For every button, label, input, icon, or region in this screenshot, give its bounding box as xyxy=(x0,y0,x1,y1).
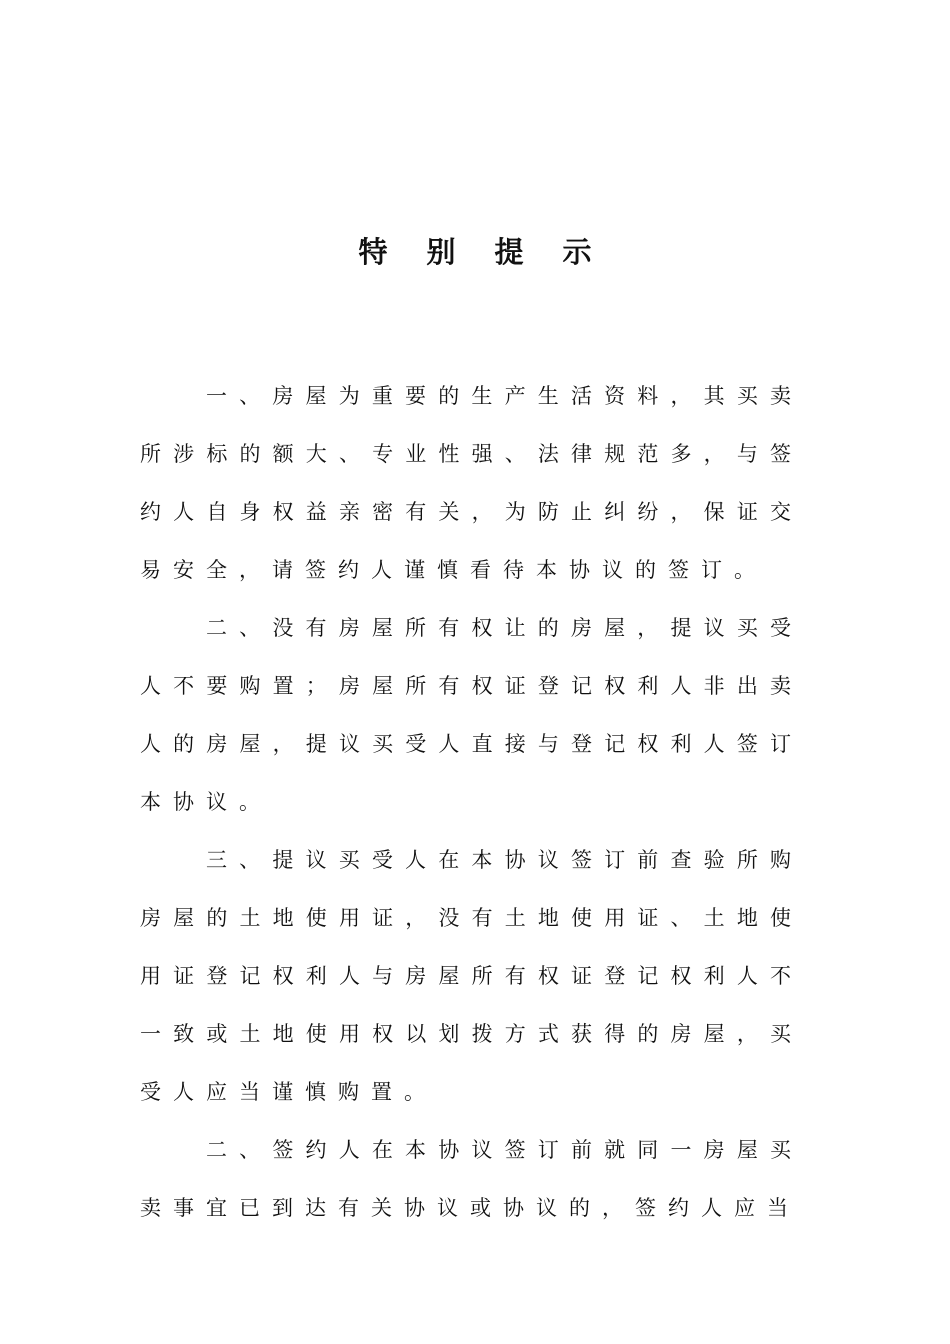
paragraph-1: 一、房屋为重要的生产生活资料，其买卖所涉标的额大、专业性强、法律规范多，与签约人自身权益亲密有关，为防止纠纷，保证交易安全，请签约人谨慎看待本协议的签订。 xyxy=(140,384,803,582)
document-body xyxy=(140,367,803,1237)
document-title: 特别提示 xyxy=(358,235,631,269)
paragraph-3: 三、提议买受人在本协议签订前查验所购房屋的土地使用证，没有土地使用证、土地使用证登记权利人与房屋所有权证登记权利人不一致或土地使用权以划拨方式获得的房屋，买受人应当谨慎购置。 xyxy=(140,848,803,1104)
paragraph-2: 二、没有房屋所有权让的房屋，提议买受人不要购置；房屋所有权证登记权利人非出卖人的房屋，提议买受人直接与登记权利人签订本协议。 xyxy=(140,616,803,814)
paragraph-4: 二、签约人在本协议签订前就同一房屋买卖事宜已到达有关协议或协议的，签约人应当 xyxy=(140,1138,803,1220)
